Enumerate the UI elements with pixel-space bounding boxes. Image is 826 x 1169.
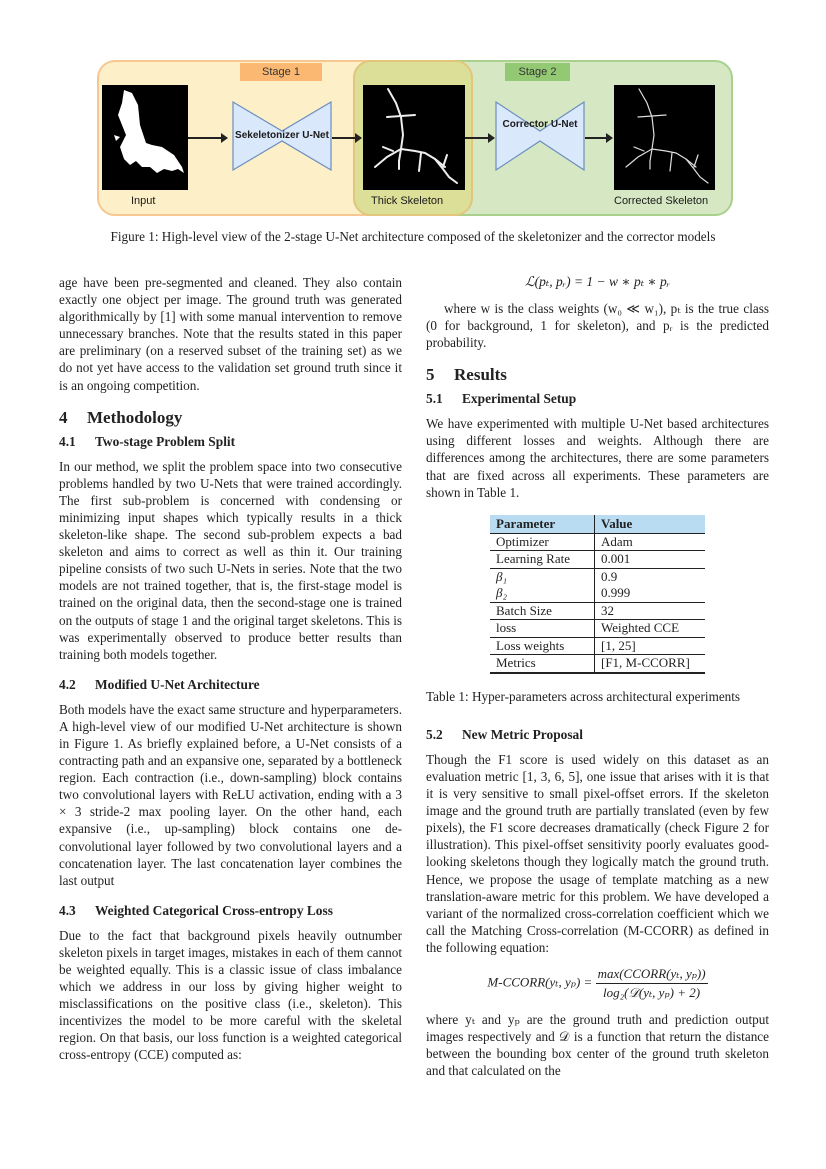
equation-fraction xyxy=(596,966,708,1001)
table-cell: Adam xyxy=(595,533,706,551)
thick-skeleton-image xyxy=(363,85,465,190)
section-title: Methodology xyxy=(87,407,183,427)
table-header: Value xyxy=(595,515,706,534)
left-column xyxy=(59,274,402,1064)
table-row xyxy=(490,533,705,551)
paragraph: Both models have the exact same structure and hyperparameters. A high-level view of our modified U-Net architecture is shown in Figure 1. As briefly explained before, a U-Net consists of a contracting path and an expansive one, separated by a bottleneck region. Each contraction (i.e., down-sampling) block contains two convolutional layers with ReLU activation, ending with a 3 × 3 stride-2 max pooling layer. On the other hand, each expansive (i.e., up-sampling) block contains one deconvolutional layer followed by two convolutional layers and a concatenation layer. The last concatenation layer combines the last output xyxy=(59,701,402,888)
equation-lhs: M-CCORR(yₜ, yₚ) = xyxy=(487,974,593,990)
table-cell: Batch Size xyxy=(490,602,595,620)
subsection-title: Weighted Categorical Cross-entropy Loss xyxy=(95,902,333,918)
section-heading xyxy=(59,408,402,428)
table-row xyxy=(490,655,705,673)
subsection-heading xyxy=(59,677,402,693)
equation-numerator: max(CCORR(yₜ, yₚ)) xyxy=(596,966,708,984)
subsection-heading xyxy=(59,903,402,919)
subsection-number: 4.3 xyxy=(59,902,76,918)
table-cell: β₁ xyxy=(490,568,595,585)
section-number: 4 xyxy=(59,407,68,427)
table-cell: β₂ xyxy=(490,585,595,602)
table-cell: 0.999 xyxy=(595,585,706,602)
arrow-icon xyxy=(332,137,360,139)
table-cell: Metrics xyxy=(490,655,595,673)
table-cell: Weighted CCE xyxy=(595,620,706,638)
corrector-unet xyxy=(495,101,585,171)
table-cell: Learning Rate xyxy=(490,551,595,569)
corrected-skeleton-label: Corrected Skeleton xyxy=(614,195,709,207)
arrow-icon xyxy=(465,137,493,139)
equation-denominator: log₂(𝒟(yₜ, yₚ) + 2) xyxy=(603,984,701,1000)
bat-silhouette-icon xyxy=(102,85,188,190)
table-row xyxy=(490,568,705,585)
right-column xyxy=(426,274,769,1079)
arrow-icon xyxy=(188,137,226,139)
skeleton-icon xyxy=(614,85,715,190)
corrected-skeleton-image xyxy=(614,85,715,190)
stage1-tag: Stage 1 xyxy=(240,63,322,81)
section-title: Results xyxy=(454,365,507,385)
section-heading xyxy=(426,365,769,385)
subsection-title: Experimental Setup xyxy=(462,391,577,407)
skeleton-icon xyxy=(363,85,465,190)
intro-paragraph: age have been pre-segmented and cleaned. They also contain exactly one object per image. The ground truth was generated algorithmically by [1] with some manual intervention to remove unnecessary branches. Note that the results stated in this paper are preliminary (on a reserved subset of the training set) as we do not yet have access to the validation set ground truth since it is an ongoing competition. xyxy=(59,275,402,393)
input-image xyxy=(102,85,188,190)
table-cell: Optimizer xyxy=(490,533,595,551)
table-row xyxy=(490,602,705,620)
loss-equation: ℒ(pₜ, pᵣ) = 1 − w ∗ pₜ ∗ pᵣ xyxy=(524,274,671,289)
table-cell: 0.001 xyxy=(595,551,706,569)
subsection-heading xyxy=(426,727,769,743)
subsection-number: 5.2 xyxy=(426,726,443,742)
arrow-icon xyxy=(585,137,611,139)
input-label: Input xyxy=(131,195,156,207)
skeletonizer-label: Sekeletonizer U-Net xyxy=(235,130,329,141)
subsection-heading xyxy=(426,391,769,407)
paragraph: In our method, we split the problem space into two consecutive problems handled by two U-Nets that were trained accordingly. The first sub-problem is concerned with condensing or minimizing input shapes which typically results in a thick skeleton-like shape. The second sub-problem expects a bad skeleton and aims to correct as well as thin it. Our training pipeline consists of two such U-Nets in series. Note that the two models are not trained together, that is, the first-stage model is trained on the original data, then the second-stage one is trained on the outputs of stage 1 and the original target skeletons. This is was experimentally observed to produce better results than training both models together. xyxy=(59,458,402,662)
subsection-number: 4.1 xyxy=(59,433,76,449)
hyperparameter-table xyxy=(490,515,705,674)
section-number: 5 xyxy=(426,365,435,385)
subsection-number: 5.1 xyxy=(426,391,443,407)
table-row xyxy=(490,585,705,602)
table-header-row xyxy=(490,515,705,534)
figure-caption: Figure 1: High-level view of the 2-stage U-Net architecture composed of the skeletonizer and the corrector models xyxy=(110,229,716,244)
table-cell: Loss weights xyxy=(490,637,595,655)
table-row xyxy=(490,620,705,638)
subsection-title: Two-stage Problem Split xyxy=(95,433,236,449)
paragraph: Though the F1 score is used widely on this dataset as an evaluation metric [1, 3, 6, 5], one issue that arises with it is that it is very sensitive to small pixel-offset errors. If the skeleton image and the ground truth are partially translated (even by few pixels), the F1 score decreases dramatically (check Figure 2 for illustration). This pixel-offset sensitivity poorly evaluates good-looking skeletons though they logically match the ground truth. Hence, we propose the usage of template matching as a new translation-aware metric for this problem. We have developed a variant of the normalized cross-correlation coefficient which we call the Matching Cross-correlation (M-CCORR) as defined in the following equation: xyxy=(426,751,769,955)
table-header: Parameter xyxy=(490,515,595,534)
table-cell: loss xyxy=(490,620,595,638)
table-cell: 32 xyxy=(595,602,706,620)
thick-skeleton-label: Thick Skeleton xyxy=(371,195,444,207)
table-row xyxy=(490,637,705,655)
table-row xyxy=(490,551,705,569)
stage2-tag: Stage 2 xyxy=(505,63,570,81)
mccorr-equation xyxy=(426,966,769,1001)
figure-1 xyxy=(95,58,735,220)
paragraph: We have experimented with multiple U-Net based architectures using different losses and weights. Although there are differences among the architectures, there are some parameters that are fixed across all experiments. These parameters are shown in Table 1. xyxy=(426,416,769,500)
table-cell: [F1, M-CCORR] xyxy=(595,655,706,673)
paragraph: where w is the class weights (w₀ ≪ w₁), pₜ is the true class (0 for background, 1 for skeleton), and pᵣ is the predicted probability. xyxy=(426,301,769,351)
table-caption: Table 1: Hyper-parameters across architectural experiments xyxy=(426,688,741,704)
table-cell: 0.9 xyxy=(601,568,618,584)
table-cell: [1, 25] xyxy=(595,637,706,655)
corrector-label: Corrector U-Net xyxy=(502,119,578,130)
paragraph: where yₜ and yₚ are the ground truth and prediction output images respectively and 𝒟 is a function that return the distance between the bounding box center of the ground truth skeleton and that calculated on the xyxy=(426,1011,769,1079)
paragraph: Due to the fact that background pixels heavily outnumber skeleton pixels in target images, mistakes in each of them cannot be weighted equally. This is a classic issue of class imbalance which we address in our loss by giving higher weight to misclassifications on the positive class (i.e., skeleton). This incentivizes the model to be more careful with the skeletal region. On that basis, our loss function is a weighted categorical cross-entropy (CCE) computed as: xyxy=(59,927,402,1063)
subsection-number: 4.2 xyxy=(59,676,76,692)
subsection-title: Modified U-Net Architecture xyxy=(95,676,260,692)
subsection-heading xyxy=(59,434,402,450)
skeletonizer-unet xyxy=(232,101,332,171)
subsection-title: New Metric Proposal xyxy=(462,726,583,742)
